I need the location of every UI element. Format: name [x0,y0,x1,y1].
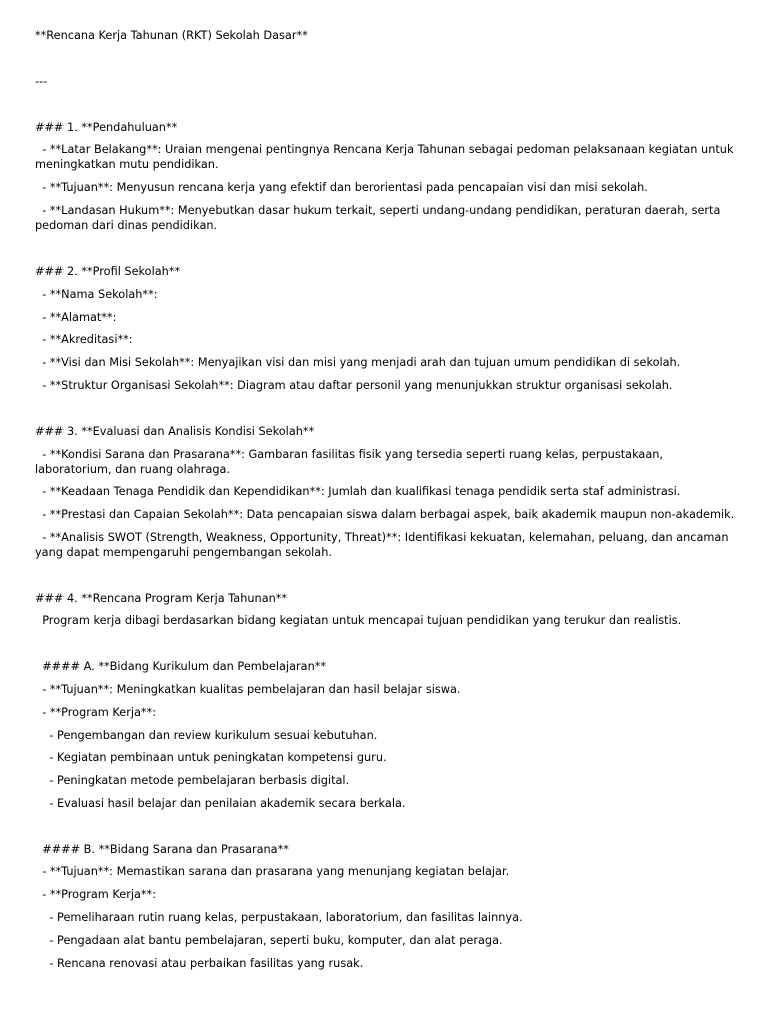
section-1-heading: ### 1. **Pendahuluan** [35,121,178,134]
subsection-b-heading: #### B. **Bidang Sarana dan Prasarana** [35,843,289,856]
list-item-tujuan-a: - **Tujuan**: Meningkatkan kualitas pembelajaran dan hasil belajar siswa. [35,683,461,696]
list-item: - Pemeliharaan rutin ruang kelas, perpustakaan, laboratorium, dan fasilitas lainnya. [35,911,523,924]
list-item-visi-misi: - **Visi dan Misi Sekolah**: Menyajikan visi dan misi yang menjadi arah dan tujuan umum pendidikan di sekolah. [35,356,681,369]
list-item-nama-sekolah: - **Nama Sekolah**: [35,288,158,301]
list-item-program-kerja-b: - **Program Kerja**: [35,888,157,901]
list-item-tujuan: - **Tujuan**: Menyusun rencana kerja yang efektif dan berorientasi pada pencapaian visi dan misi sekolah. [35,181,648,194]
list-item-program-kerja-a: - **Program Kerja**: [35,706,157,719]
list-item-akreditasi: - **Akreditasi**: [35,333,133,346]
section-2-heading: ### 2. **Profil Sekolah** [35,265,181,278]
list-item-tujuan-b: - **Tujuan**: Memastikan sarana dan prasarana yang menunjang kegiatan belajar. [35,865,510,878]
document-title: **Rencana Kerja Tahunan (RKT) Sekolah Dasar** [35,29,308,42]
list-item-latar-belakang: - **Latar Belakang**: Uraian mengenai pentingnya Rencana Kerja Tahunan sebagai pedoman pelaksanaan kegiatan untuk meningkatkan mutu pendidikan. [35,143,738,171]
subsection-a-heading: #### A. **Bidang Kurikulum dan Pembelajaran** [35,660,327,673]
section-4-heading: ### 4. **Rencana Program Kerja Tahunan** [35,592,288,605]
list-item: - Pengadaan alat bantu pembelajaran, seperti buku, komputer, dan alat peraga. [35,934,503,947]
list-item: - Kegiatan pembinaan untuk peningkatan kompetensi guru. [35,751,387,764]
section-4-intro: Program kerja dibagi berdasarkan bidang kegiatan untuk mencapai tujuan pendidikan yang terukur dan realistis. [35,614,682,627]
list-item: - Evaluasi hasil belajar dan penilaian akademik secara berkala. [35,797,406,810]
list-item: - Rencana renovasi atau perbaikan fasilitas yang rusak. [35,957,364,970]
list-item-prestasi: - **Prestasi dan Capaian Sekolah**: Data pencapaian siswa dalam berbagai aspek, baik akademik maupun non-akademik. [35,508,735,521]
list-item-landasan-hukum: - **Landasan Hukum**: Menyebutkan dasar hukum terkait, seperti undang-undang pendidikan, peraturan daerah, serta pedoman dari dinas pendidikan. [35,204,725,232]
list-item: - Peningkatan metode pembelajaran berbasis digital. [35,774,350,787]
list-item-alamat: - **Alamat**: [35,311,117,324]
list-item-sarana-prasarana: - **Kondisi Sarana dan Prasarana**: Gambaran fasilitas fisik yang tersedia seperti ruang kelas, perpustakaan, laboratorium, dan ruang olahraga. [35,448,667,476]
list-item-struktur-organisasi: - **Struktur Organisasi Sekolah**: Diagram atau daftar personil yang menunjukkan struktur organisasi sekolah. [35,379,673,392]
separator: --- [35,75,48,88]
list-item-swot: - **Analisis SWOT (Strength, Weakness, Opportunity, Threat)**: Identifikasi kekuatan, kelemahan, peluang, dan ancaman yang dapat mempengaruhi pengembangan sekolah. [35,531,733,559]
section-3-heading: ### 3. **Evaluasi dan Analisis Kondisi Sekolah** [35,425,315,438]
list-item: - Pengembangan dan review kurikulum sesuai kebutuhan. [35,729,378,742]
list-item-tenaga-pendidik: - **Keadaan Tenaga Pendidik dan Kependidikan**: Jumlah dan kualifikasi tenaga pendidik serta staf administrasi. [35,485,681,498]
